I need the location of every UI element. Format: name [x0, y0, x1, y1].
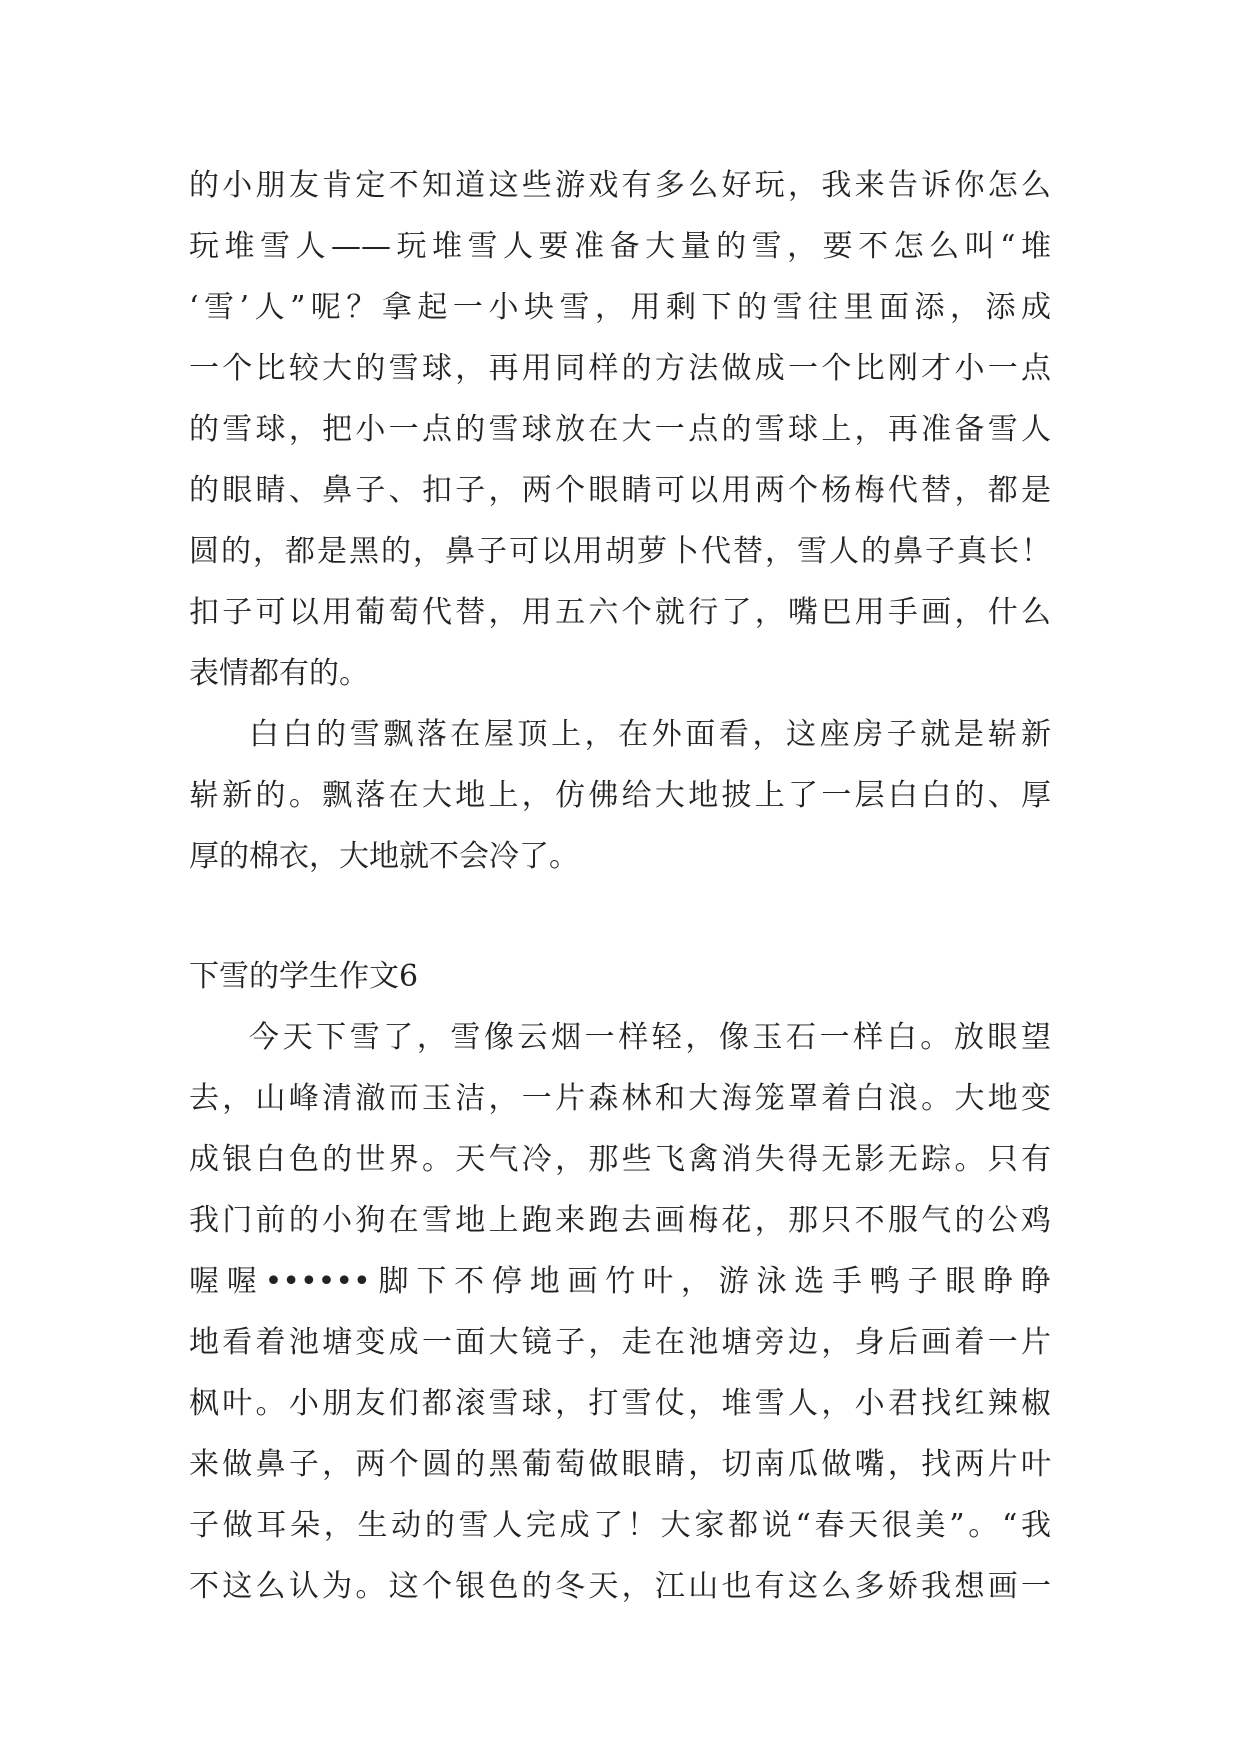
text-line: 玩堆雪人——玩堆雪人要准备大量的雪，要不怎么叫“堆 — [189, 229, 1051, 264]
text-line: 子做耳朵，生动的雪人完成了！大家都说“春天很美”。“我 — [189, 1508, 1051, 1543]
text-line: 来做鼻子，两个圆的黑葡萄做眼睛，切南瓜做嘴，找两片叶 — [189, 1447, 1051, 1482]
text-line: 喔喔••••••脚下不停地画竹叶，游泳选手鸭子眼睁睁 — [189, 1264, 1051, 1299]
text-line: 的眼睛、鼻子、扣子，两个眼睛可以用两个杨梅代替，都是 — [189, 473, 1051, 508]
text-line: 白白的雪飘落在屋顶上，在外面看，这座房子就是崭新 — [249, 717, 1051, 752]
text-line: 表情都有的。 — [189, 656, 369, 691]
section-gap — [189, 887, 1051, 946]
paragraph-snow-day — [189, 1007, 1051, 1617]
text-line: 成银白色的世界。天气冷，那些飞禽消失得无影无踪。只有 — [189, 1142, 1051, 1177]
text-line: 扣子可以用葡萄代替，用五六个就行了，嘴巴用手画，什么 — [189, 595, 1051, 630]
section-heading: 下雪的学生作文6 — [189, 959, 419, 994]
text-line: 枫叶。小朋友们都滚雪球，打雪仗，堆雪人，小君找红辣椒 — [189, 1386, 1051, 1421]
text-line: 的小朋友肯定不知道这些游戏有多么好玩，我来告诉你怎么 — [189, 168, 1051, 203]
paragraph-rooftop-snow — [189, 704, 1051, 887]
text-line: ‘雪’人”呢？拿起一小块雪，用剩下的雪往里面添，添成 — [189, 290, 1051, 325]
text-line: 圆的，都是黑的，鼻子可以用胡萝卜代替，雪人的鼻子真长！ — [189, 534, 1051, 569]
paragraph-snowman — [189, 155, 1051, 704]
document-page — [189, 155, 1051, 1617]
text-line: 不这么认为。这个银色的冬天，江山也有这么多娇我想画一 — [189, 1569, 1051, 1604]
text-line: 厚的棉衣，大地就不会冷了。 — [189, 839, 579, 874]
text-line: 崭新的。飘落在大地上，仿佛给大地披上了一层白白的、厚 — [189, 778, 1051, 813]
text-line: 一个比较大的雪球，再用同样的方法做成一个比刚才小一点 — [189, 351, 1051, 386]
text-line: 的雪球，把小一点的雪球放在大一点的雪球上，再准备雪人 — [189, 412, 1051, 447]
text-line: 去，山峰清澈而玉洁，一片森林和大海笼罩着白浪。大地变 — [189, 1081, 1051, 1116]
text-line: 我门前的小狗在雪地上跑来跑去画梅花，那只不服气的公鸡 — [189, 1203, 1051, 1238]
text-line: 地看着池塘变成一面大镜子，走在池塘旁边，身后画着一片 — [189, 1325, 1051, 1360]
text-line: 今天下雪了，雪像云烟一样轻，像玉石一样白。放眼望 — [249, 1020, 1051, 1055]
